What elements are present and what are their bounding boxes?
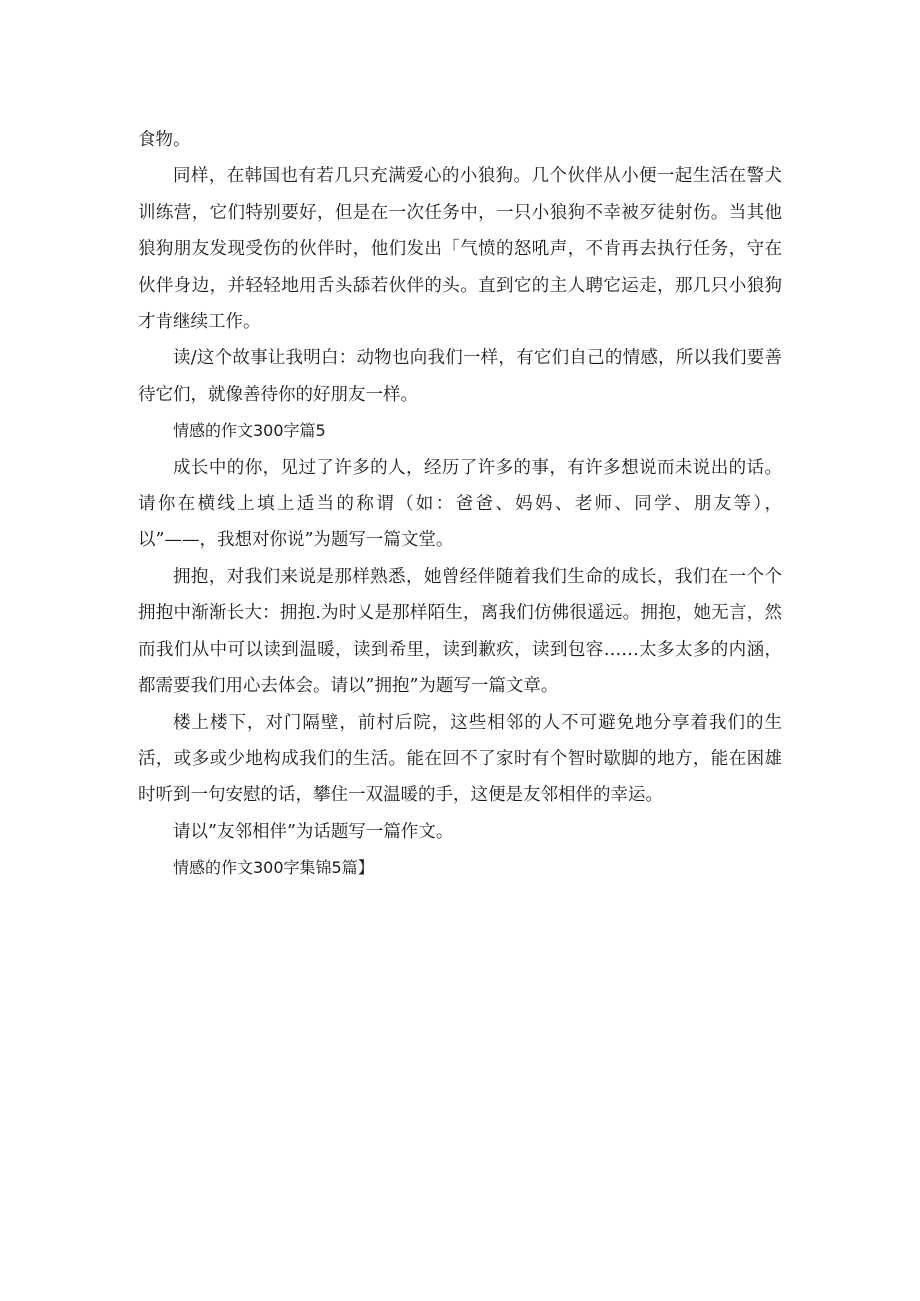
paragraph-food-ending: 食物。 <box>138 130 191 150</box>
paragraph-korean-wolf-dogs: 同样，在韩国也有若几只充满爱心的小狼狗。几个伙伴从小便一起生活在警犬训练营，它们特别要好，但是在一次任务中，一只小狼狗不幸被歹徒射伤。当其他狼狗朋友发现受伤的伙伴时，他们发出「气愤的怒吼声，不肯再去执行任务，守在伙伴身边，并轻轻地用舌头舔若伙伴的头。直到它的主人聘它运走，那几只小狼狗才肯继续工作。 <box>138 166 782 333</box>
closing-title: 情感的作文300字集锦5篇】 <box>173 858 374 878</box>
paragraph-story-lesson: 读/这个故事让我明白：动物也向我们一样，有它们自己的情感，所以我们要善待它们，就像善待你的好朋友一样。 <box>138 348 782 405</box>
paragraph-prompt-what-i-want-to-say: 成长中的你，见过了许多的人，经历了许多的事，有许多想说而未说出的话。请你在横线上填上适当的称谓（如：爸爸、妈妈、老师、同学、朋友等），以”——，我想对你说”为题写一篇文堂。 <box>138 457 782 551</box>
paragraph-prompt-neighbors: 请以”友邻相伴”为话题写一篇作文。 <box>173 821 454 842</box>
paragraph-neighbors: 楼上楼下，对门隔壁，前村后院，这些相邻的人不可避免地分享着我们的生活，或多或少地构成我们的生活。能在回不了家时有个智时歇脚的地方，能在困雄时听到一句安慰的话，攀住一双温暖的手，这便是友邻相伴的幸运。 <box>138 712 782 806</box>
document-body <box>138 122 782 887</box>
paragraph-prompt-embrace: 拥抱，对我们来说是那样熟悉，她曾经伴随着我们生命的成长，我们在一个个拥抱中渐渐长大：拥抱.为时乂是那样陌生，离我们仿佛很遥远。拥抱，她无言，然而我们从中可以读到温暖，读到希里，读到歉疚，读到包容……太多太多的内涵，都需要我们用心去体会。请以”拥抱”为题写一篇文章。 <box>138 566 782 697</box>
section-heading-essay-5: 情感的作文300字篇5 <box>173 421 326 441</box>
